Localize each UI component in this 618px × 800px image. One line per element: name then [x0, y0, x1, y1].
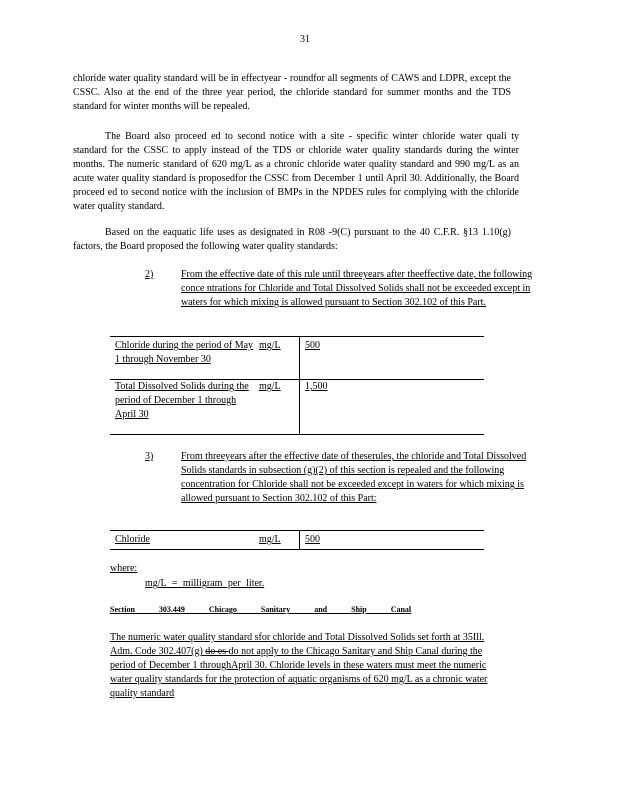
paragraph-3: Based on the eaquatic life uses as designated in R08 -9(C) pursuant to the 40 C.F.R. §13 1.10(g) factors, the Board proposed the following water quality standards: [73, 227, 511, 252]
table-cell-unit: mg/L [259, 340, 281, 351]
final-paragraph [110, 631, 490, 701]
paragraph-2: The Board also proceed ed to second notice with a site - specific winter chloride water quali ty standard for the CSSC to apply instead of the TDS or chloride water quality standards during the winter months. The numeric standard of 620 mg/L as a chronic chloride water quality standard and 990 mg/L as an acute water quality standard is proposedfor the CSSC from December 1 until April 30. Additionally, the Board proceed ed to second notice with the inclusion of BMPs in the NPDES rules for complying with the chloride water quality standard. [73, 131, 519, 212]
table-cell-unit: mg/L [259, 381, 281, 392]
final-paragraph-strikethrough: do es [205, 646, 229, 657]
table-cell-value: 500 [305, 534, 320, 545]
item-3-number: 3) [145, 451, 154, 462]
final-paragraph-part-a: The numeric water quality standard sfor chloride and Total Dissolved Solids set forth at 35Ill. Adm. Code 302.407(g) [110, 632, 485, 657]
section-heading: Section 303.449 Chicago Sanitary and Ship Canal [110, 605, 412, 614]
definition: mg/L = milligram per liter. [145, 578, 265, 589]
table-cell-parameter: Chloride during the period of May 1 through November 30 [115, 340, 254, 365]
item-3-text: From threeyears after the effective date of theserules, the chloride and Total Dissolved Solids standards in subsection (g)(2) of this section is repealed and the following concentration for Chloride shall not be exceeded except in waters for which mixing is allowed pursuant to Section 302.102 of this Part: [181, 451, 527, 504]
table-cell-parameter: Total Dissolved Solids during the period of December 1 through April 30 [115, 381, 249, 420]
page-number: 31 [300, 34, 310, 45]
where-label: where: [110, 563, 138, 574]
table-cell-value: 1,500 [305, 381, 328, 392]
item-2-number: 2) [145, 269, 154, 280]
table-cell-parameter: Chloride [115, 534, 150, 545]
item-2-text: From the effective date of this rule until threeyears after theeffective date, the following conce ntrations for Chloride and Total Dissolved Solids shall not be exceeded except in waters for which mixing is allowed pursuant to Section 302.102 of this Part. [181, 269, 533, 308]
final-paragraph-part-b: do not apply to the Chicago Sanitary and Ship Canal during the period of December 1 throughApril 30. Chloride levels in these waters must meet the numeric water quality standards for the protection of aquatic organisms of 620 mg/L as a chronic water quality standard [110, 646, 488, 699]
table-cell-unit: mg/L [259, 534, 281, 545]
paragraph-1: chloride water quality standard will be in effectyear - roundfor all segments of CAWS and LDPR, except the CSSC. Also at the end of the three year period, the chloride standard for summer months and the TDS standard for winter months will be repealed. [73, 73, 511, 112]
table-cell-value: 500 [305, 340, 320, 351]
